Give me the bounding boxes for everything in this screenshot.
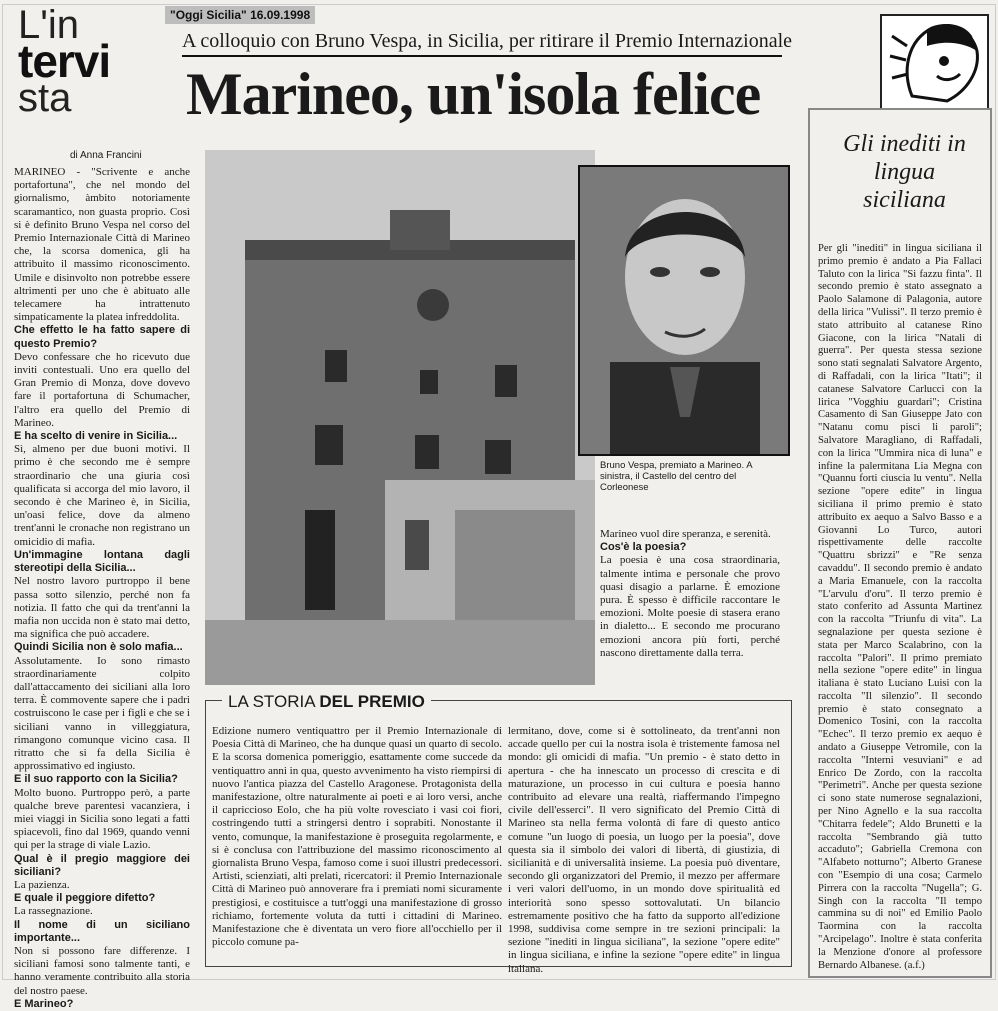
interview-question: Qual è il pregio maggiore dei siciliani? [14,852,190,878]
interview-paragraph: Nel nostro lavoro purtroppo il bene passa sotto silenzio, perché non fa notizia. Il fatto che qui da trent'anni la mafia non uccida non è stato mai detto, ma significa che può accadere. [14,575,190,641]
headline: Marineo, un'isola felice [186,61,761,127]
interview-question: Quindi Sicilia non è solo mafia... [14,641,183,654]
interview-column [14,166,190,1010]
photo-caption: Bruno Vespa, premiato a Marineo. A sinistra, il Castello del centro del Corleonese [600,460,753,493]
history-text-col-2: lermitano, dove, come si è sottolineato, da trent'anni non accade quello per cui la nostra isola è tristemente famosa nel mondo: gli omicidi di mafia. "Un premio - è stato detto in apertura - che ha innescato un processo di crescita e di maturazione, un processo in cui cultura e poesia hanno contribuito ad elevare una realtà, riaffermando l'impegno civile dell'esserci". Il vero significato del Premio Città di Marineo sta nella ferma volontà di fare di questo antico comune "un luogo di poesia, un luogo per la poesia", dove questa sia il simbolo dei valori di libertà, di giustizia, di sicilianità e di universalità insieme. La poesia può diventare, secondo gli organizzatori del Premio, il mezzo per affermare i veri valori dell'uomo, in un mondo dove spiritualità ed interiorità sono spesso sottovalutati. Un bilancio estremamente positivo che ha fatto da supporto all'edizione 1998, suddivisa come sempre in tre sezioni principali: la sezione "inediti in lingua siciliana", la sezione "opere edite" in lingua siciliana, e infine la sezione "opere edite" in lingua italiana. [508,725,780,975]
interview-paragraph: Marineo vuol dire speranza, e serenità. [600,528,771,540]
interview-question: E quale il peggiore difetto? [14,892,156,905]
sidebar-text: Per gli "inediti" in lingua siciliana il primo premio è andato a Pia Fallaci Taluto con la lirica "Si fazzu finta". Il secondo premio è stato assegnato a Paolo Salamone di Palagonia, autore della lirica "Vulissi". Il terzo premio è stato attribuito al catanese Rino Giacone, con la lirica "Natali di guerra". Per questa stessa sezione sono stati segnalati Salvatore Argento, di Raffadali, con la lirica "Itati"; il catanese Salvatore Carlucci con la lirica "Vogghiu guardari"; Cristina Casamento di San Giuseppe Jato con "Natanu comu pisci li paroli"; Salvatore Maragliano, di Raffadali, con la lirica "Ummira nica di luna" e infine la palermitana Lia Megna con "Quannu forti ciuscia lu ventu". Nella sezione "opere edite" in lingua siciliana il primo premio è stato attribuito ex aequo a Salvo Basso e a Giovanni Lo Turco, autori rispettivamente delle raccolte "Quattru sbrizzi" e "Re senza cavaddu". Il secondo premio è andato a Maria Emanuele, con la raccolta "L'arvulu d'oru". Il terzo premio è stato conferito ad Assunta Martinez con la raccolta "Triunfu di vita". La segnalazione per questa sezione è stata per Marco Scalabrino, con la raccolta "Palori". Il primo premiato nella sezione "opere edite" in lingua italiana è stato Luciano Luisi con la raccolta "Il silenzio". Il secondo premio è stato consegnato a Domenico Tosini, con la raccolta "Echec". Il terzo premio ex aequo è andato a Giuseppe Vetromile, con la raccolta "Interni vesuviani" e ad Enrico De Zordo, con la raccolta "Perimetri". Anche per questa sezione ci sono state numerose segnalazioni, per Nino Agnello e la sua raccolta "Chitarra fedele"; Aldo Brunetti e la raccolta "Sembrando già tutto accaduto"; Gabriella Cremona con "Alfabeto notturno"; Alberto Granese con "Esempio di una cosa; Carmelo Pirrera con la raccolta "Nugella"; G. Singh con la raccolta "Il tempo cammina su di noi" ed Emilio Paolo Taormina con la raccolta "Arcipelago". Inoltre è stata conferita la Menzione d'onore al professore Bernardo Albanese. (a.f.) [818,243,982,971]
logo-line-1: L'in [18,3,80,47]
interview-paragraph: Molto buono. Purtroppo però, a parte qualche breve parentesi vacanziera, i miei viaggi in Sicilia sono legati a fatti spiacevoli, fino dal 1969, quando venni qui per la strage di viale Lazio. [14,786,190,852]
interview-paragraph: La pazienza. [14,878,70,891]
history-title-light: LA STORIA [228,692,320,711]
history-box-title [222,692,431,712]
history-text-col-1: Edizione numero ventiquattro per il Premio Internazionale di Poesia Città di Marineo, che ha dunque quasi un quarto di secolo. E la scorsa domenica pomeriggio, esattamente come succede da ventiquattro anni in qua, questo avvenimento ha visto riempirsi di nuovo l'antica piazza del Castello Aragonese. Protagonista della manifestazione, oltre naturalmente ai poeti e ai loro versi, anche il capriccioso Eolo, che ha più volte rovesciato i vasi coi fiori, costringendo tutti a stringersi dentro i soprabiti. Nonostante il vento, comunque, la manifestazione è proseguita regolarmente, e si è conclusa con l'attribuzione del massimo riconoscimento al giornalista Bruno Vespa, famoso come i suoi illustri predecessori. Artisti, scienziati, alti prelati, ricercatori: il Premio Internazionale Città di Marineo può annoverare fra i premiati nomi sicuramente prestigiosi, e costituisce a tutt'oggi una manifestazione di grosso richiamo, fortemente voluta da tutti i cittadini di Marineo. Manifestazione che è diventata un vero fiore all'occhiello per il piccolo comune pa- [212,725,502,949]
source-tag: "Oggi Sicilia" 16.09.1998 [165,6,315,24]
interview-question: E il suo rapporto con la Sicilia? [14,773,178,786]
interview-question: E ha scelto di venire in Sicilia... [14,430,178,443]
logo-line-3: sta [18,76,72,121]
sidebar-title: Gli inediti in lingua siciliana [843,131,966,213]
interview-question: Che effetto le ha fatto sapere di questo Premio? [14,324,190,350]
interview-paragraph: Non si possono fare differenze. I siciliani famosi sono talmente tanti, e hanno veramente contribuito alla storia del nostro paese. [14,944,190,997]
logo-line-2: tervi [18,35,111,87]
byline: di Anna Francini [70,150,142,161]
interview-question: Il nome di un siciliano importante... [14,918,190,944]
interview-continuation [600,528,780,698]
interview-paragraph: La poesia è una cosa straordinaria, talmente intima e personale che provo quasi disagio a parlarne. È emozione pura. È spesso è difficile raccontare le emozioni. Molte poesie di stasera erano in dialetto... E secondo me procurano emozioni ancora più forti, perché nascono direttamente dalla terra. [600,554,780,659]
bruno-vespa-photo [578,165,790,456]
section-logo [18,3,168,138]
interview-paragraph: La rassegnazione. [14,905,93,918]
interview-paragraph: Sì, almeno per due buoni motivi. Il primo è che secondo me è sempre straordinario che una giuria così qualificata si accorga del mio lavoro, il secondo è che Marineo è, in Sicilia, un'oasi felice, dove da almeno trent'anni le cronache non registrano un omicidio di mafia. [14,443,190,548]
interview-paragraph: Devo confessare che ho ricevuto due inviti contestuali. Uno era quello del Gran Premio di Monza, dove dovevo fare il portafortuna di Schumacher, l'altro era quello del Premio di Marineo. [14,350,190,429]
interview-paragraph: MARINEO - "Scrivente e anche portafortuna", che nel mondo del giornalismo, àmbito notoriamente scaramantico, non guasta proprio. Così si è definito Bruno Vespa nel corso del Premio Internazionale Città di Marineo che, la scorsa domenica, gli ha attribuito il massimo riconoscimento. Umile e disinvolto non potrebbe essere altrimenti per uno che è abituato alle telecamere ha intrattenuto simpaticamente la platea infreddolita. [14,166,190,324]
divider [182,55,782,57]
interview-question: Un'immagine lontana dagli stereotipi della Sicilia... [14,548,190,575]
interview-paragraph: Assolutamente. Io sono rimasto straordinariamente colpito dall'attaccamento dei siciliani alla loro terra. È commovente sapere che i padri costruiscono le case per i figli e che se i siciliani vanno in villeggiatura, rimangono comunque vicino casa. Il ritratto che si fa della Sicilia è approssimativo ed ingiusto. [14,654,190,773]
interview-question: Cos'è la poesia? [600,541,687,554]
history-title-bold: DEL PREMIO [319,692,425,711]
kicker: A colloquio con Bruno Vespa, in Sicilia, per ritirare il Premio Internazionale [182,30,793,52]
sicilian-mask-icon [880,14,989,110]
interview-question: E Marineo? [14,997,74,1010]
castle-photo [205,150,595,685]
